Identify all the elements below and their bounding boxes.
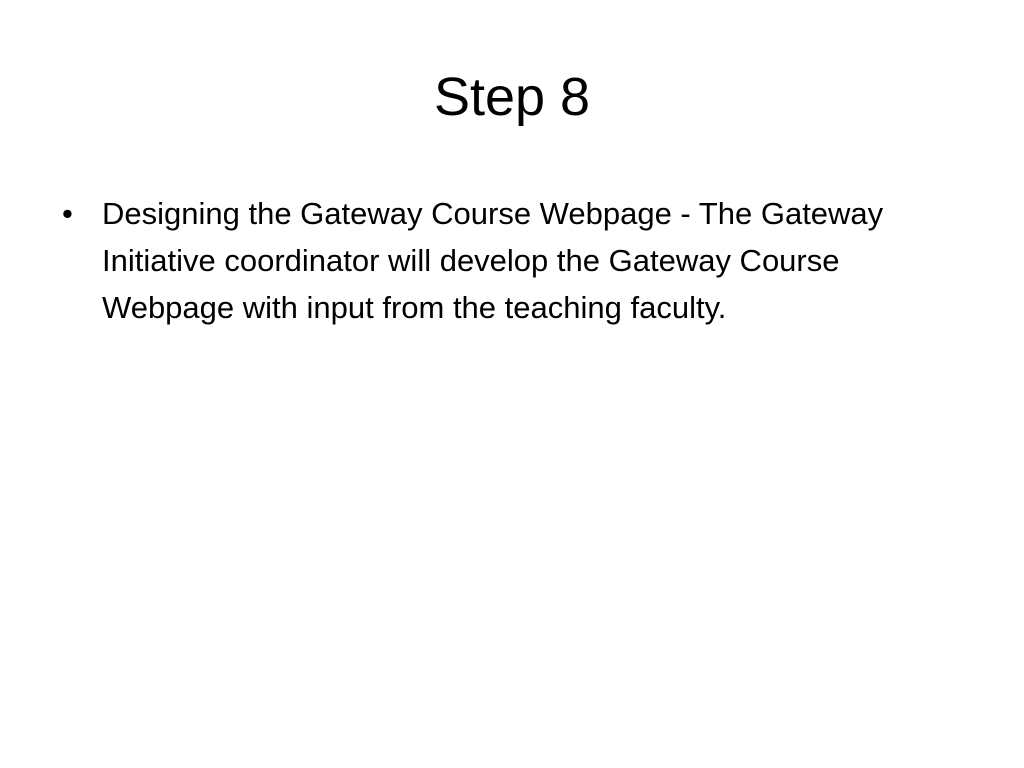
bullet-item (60, 190, 960, 331)
bullet-icon: • (62, 196, 73, 231)
slide-title: Step 8 (433, 67, 591, 127)
bullet-text: Designing the Gateway Course Webpage - The Gateway Initiative coordinator will develop the Gateway Course Webpage with input from the teaching faculty. (102, 196, 884, 325)
bullet-list (60, 190, 960, 331)
